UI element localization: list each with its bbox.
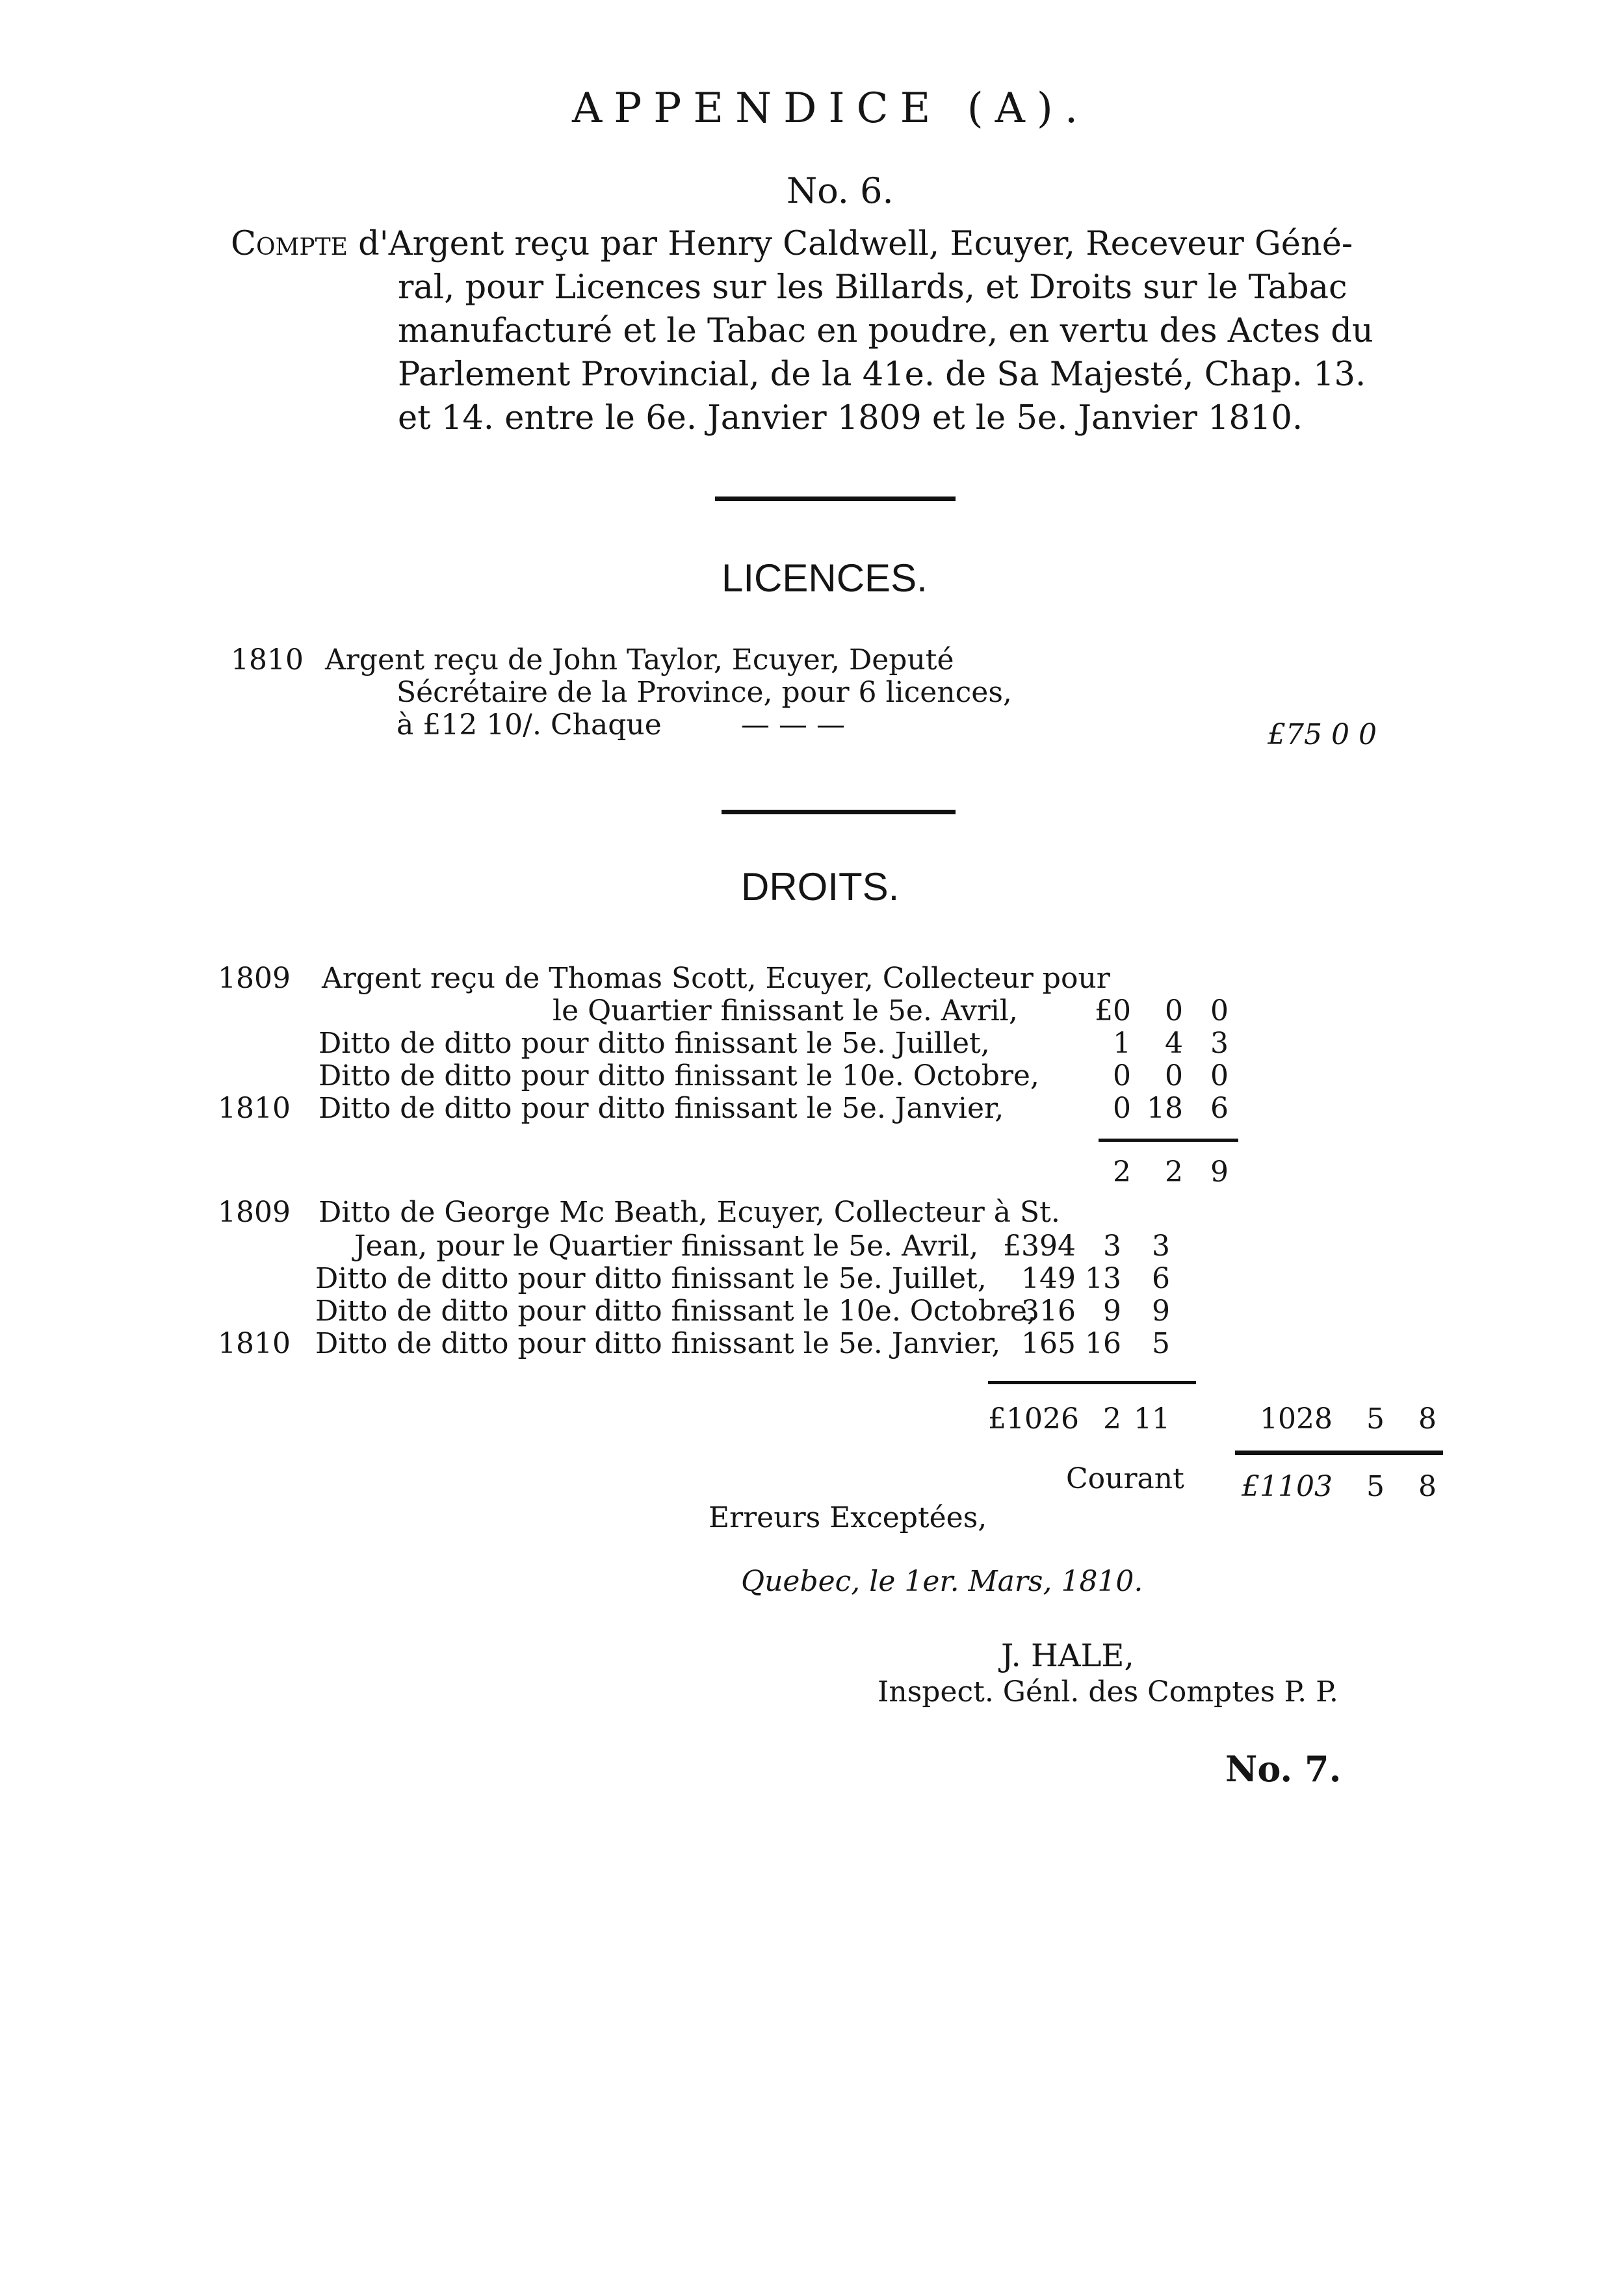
mcbeath-row-2-label: Ditto de ditto pour ditto finissant le 5e. Juillet, <box>315 1262 987 1295</box>
mcbeath-subtotal-d: 11 <box>1134 1402 1170 1436</box>
intro-line-5: et 14. entre le 6e. Janvier 1809 et le 5e. Janvier 1810. <box>398 399 1303 437</box>
licences-heading: LICENCES. <box>722 556 928 600</box>
scott-row-4-d: 6 <box>1210 1092 1229 1125</box>
scott-row-4-label: Ditto de ditto pour ditto finissant le 5e. Janvier, <box>319 1092 1004 1125</box>
mcbeath-subtotal-rule <box>988 1381 1196 1384</box>
errors-excepted: Erreurs Exceptées, <box>709 1501 987 1534</box>
mcbeath-line-1: Ditto de George Mc Beath, Ecuyer, Collecteur à St. <box>319 1196 1060 1229</box>
licences-line-3: à £12 10/. Chaque <box>397 708 662 742</box>
mcbeath-row-4-d: 5 <box>1152 1327 1170 1360</box>
section-divider-2 <box>722 810 956 814</box>
scott-line-1: Argent reçu de Thomas Scott, Ecuyer, Collecteur pour <box>322 962 1110 995</box>
mcbeath-row-1-d: 3 <box>1152 1230 1170 1263</box>
mcbeath-row-4-s: 16 <box>1085 1327 1121 1360</box>
mcbeath-row-3-d: 9 <box>1152 1295 1170 1328</box>
scott-year-1810: 1810 <box>218 1092 291 1125</box>
scott-row-1-l: £0 <box>1095 994 1131 1027</box>
mcbeath-row-3-s: 9 <box>1103 1295 1121 1328</box>
scott-row-2-s: 4 <box>1165 1027 1183 1060</box>
intro-paragraph <box>231 224 1353 264</box>
mcbeath-subtotal-l: £1026 <box>988 1402 1079 1436</box>
licences-dashes: — — — <box>741 708 845 742</box>
scott-subtotal-d: 9 <box>1210 1155 1229 1189</box>
place-date: Quebec, le 1er. Mars, 1810. <box>741 1565 1143 1598</box>
licences-year: 1810 <box>231 643 304 677</box>
signature-title: Inspect. Génl. des Comptes P. P. <box>878 1675 1338 1709</box>
droits-heading: DROITS. <box>741 865 900 909</box>
courant-d: 8 <box>1418 1470 1437 1503</box>
licences-total: £75 0 0 <box>1268 718 1377 751</box>
mcbeath-row-3-l: 316 <box>1021 1295 1076 1328</box>
courant-label: Courant <box>1066 1462 1184 1495</box>
mcbeath-row-1-s: 3 <box>1103 1230 1121 1263</box>
scott-row-1-s: 0 <box>1165 994 1183 1027</box>
mcbeath-year-1809: 1809 <box>218 1196 291 1229</box>
grand-total-rule <box>1235 1451 1443 1455</box>
scott-row-3-d: 0 <box>1210 1059 1229 1092</box>
scott-row-3-l: 0 <box>1113 1059 1131 1092</box>
courant-s: 5 <box>1366 1470 1385 1503</box>
mcbeath-row-3-label: Ditto de ditto pour ditto finissant le 10e. Octobre, <box>315 1295 1036 1328</box>
mcbeath-row-1-label: Jean, pour le Quartier finissant le 5e. Avril, <box>354 1230 979 1263</box>
scott-row-4-s: 18 <box>1147 1092 1183 1125</box>
scott-row-3-label: Ditto de ditto pour ditto finissant le 10e. Octobre, <box>319 1059 1039 1092</box>
section-divider <box>715 497 956 501</box>
mcbeath-row-2-l: 149 <box>1021 1262 1076 1295</box>
appendix-title: APPENDICE (A). <box>572 84 1090 133</box>
scott-row-1-label: le Quartier finissant le 5e. Avril, <box>553 994 1018 1027</box>
droits-total-l: 1028 <box>1260 1402 1333 1436</box>
mcbeath-row-4-l: 165 <box>1021 1327 1076 1360</box>
scott-subtotal-s: 2 <box>1165 1155 1183 1189</box>
mcbeath-year-1810: 1810 <box>218 1327 291 1360</box>
mcbeath-row-1-l: £394 <box>1003 1230 1076 1263</box>
scott-subtotal-l: 2 <box>1113 1155 1131 1189</box>
scott-row-2-d: 3 <box>1210 1027 1229 1060</box>
scott-subtotal-rule <box>1099 1139 1238 1142</box>
mcbeath-row-2-d: 6 <box>1152 1262 1170 1295</box>
scott-year-1809: 1809 <box>218 962 291 995</box>
courant-l: £1103 <box>1242 1470 1333 1503</box>
intro-line-4: Parlement Provincial, de la 41e. de Sa Majesté, Chap. 13. <box>398 355 1366 394</box>
droits-total-d: 8 <box>1418 1402 1437 1436</box>
licences-line-1: Argent reçu de John Taylor, Ecuyer, Deputé <box>325 643 954 677</box>
scott-row-2-label: Ditto de ditto pour ditto finissant le 5e. Juillet, <box>319 1027 990 1060</box>
droits-total-s: 5 <box>1366 1402 1385 1436</box>
intro-lead: Compte <box>231 225 348 263</box>
scott-row-1-d: 0 <box>1210 994 1229 1027</box>
signature-name: J. HALE, <box>1001 1638 1134 1674</box>
intro-line-2: ral, pour Licences sur les Billards, et Droits sur le Tabac <box>398 268 1347 307</box>
scott-row-2-l: 1 <box>1113 1027 1131 1060</box>
mcbeath-subtotal-s: 2 <box>1103 1402 1121 1436</box>
mcbeath-row-4-label: Ditto de ditto pour ditto finissant le 5e. Janvier, <box>315 1327 1001 1360</box>
intro-line-3: manufacturé et le Tabac en poudre, en vertu des Actes du <box>398 312 1373 350</box>
mcbeath-row-2-s: 13 <box>1085 1262 1121 1295</box>
intro-line-1: d'Argent reçu par Henry Caldwell, Ecuyer, Receveur Géné- <box>358 225 1353 263</box>
licences-line-2: Sécrétaire de la Province, pour 6 licences, <box>397 676 1012 709</box>
document-number: No. 6. <box>787 170 894 211</box>
scott-row-4-l: 0 <box>1113 1092 1131 1125</box>
scott-row-3-s: 0 <box>1165 1059 1183 1092</box>
next-number: No. 7. <box>1225 1748 1342 1790</box>
